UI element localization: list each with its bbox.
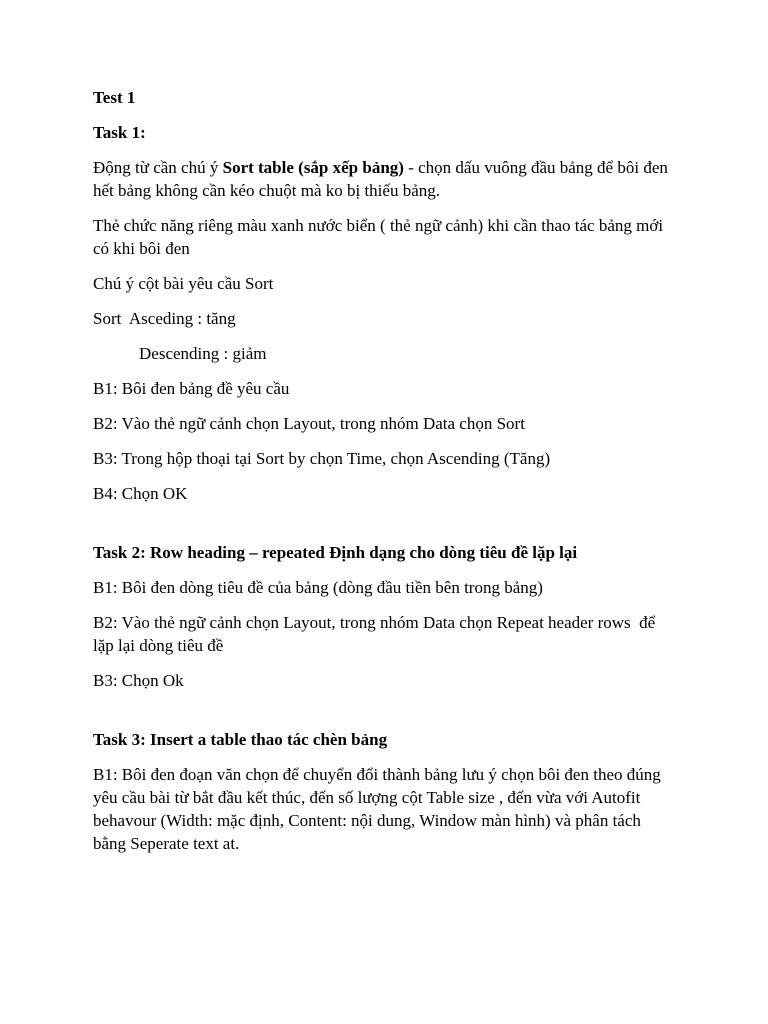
task1-sort-ascending: Sort Asceding : tăng — [93, 309, 236, 328]
task1-step-3: B3: Trong hộp thoại tại Sort by chọn Time, chọn Ascending (Tăng) — [93, 449, 551, 468]
task2-step-2: B2: Vào thẻ ngữ cảnh chọn Layout, trong nhóm Data chọn Repeat header rows để lặp lại dòng tiêu đề — [93, 613, 660, 655]
task1-step-4: B4: Chọn OK — [93, 484, 188, 503]
task1-step-2: B2: Vào thẻ ngữ cảnh chọn Layout, trong nhóm Data chọn Sort — [93, 414, 525, 433]
task1-heading: Task 1: — [93, 123, 146, 142]
task1-intro-bold: Sort table (sắp xếp bảng) — [222, 158, 404, 177]
document-page — [93, 86, 673, 867]
task1-intro-prefix: Động từ cần chú ý — [93, 158, 223, 177]
task3-step-1: B1: Bôi đen đoạn văn chọn để chuyển đổi thành bảng lưu ý chọn bôi đen theo đúng yêu cầu bài từ bắt đầu kết thúc, đến số lượng cột Table size , đến vừa với Autofit behavour (Width: mặc định, Content: nội dung, Window màn hình) và phân tách bằng Seperate text at. — [93, 765, 661, 853]
task1-step-1: B1: Bôi đen bảng đề yêu cầu — [93, 379, 290, 398]
task1-intro — [93, 156, 673, 202]
task3-heading: Task 3: Insert a table thao tác chèn bảng — [93, 730, 388, 749]
task1-note-context-tab: Thẻ chức năng riêng màu xanh nước biển ( thẻ ngữ cảnh) khi cần thao tác bảng mới có khi bôi đen — [93, 216, 664, 258]
task1-sort-descending: Descending : giảm — [139, 344, 267, 363]
task1-intro-suffix: - chọn dấu vuông đầu bảng để bôi đen hết bảng không cần kéo chuột mà ko bị thiếu bảng. — [93, 158, 668, 200]
task2-heading: Task 2: Row heading – repeated Định dạng cho dòng tiêu đề lặp lại — [93, 543, 578, 562]
task2-step-1: B1: Bôi đen dòng tiêu đề của bảng (dòng đầu tiền bên trong bảng) — [93, 578, 543, 597]
document-title: Test 1 — [93, 88, 136, 107]
task2-step-3: B3: Chọn Ok — [93, 671, 184, 690]
task1-note-sort-column: Chú ý cột bài yêu cầu Sort — [93, 274, 274, 293]
